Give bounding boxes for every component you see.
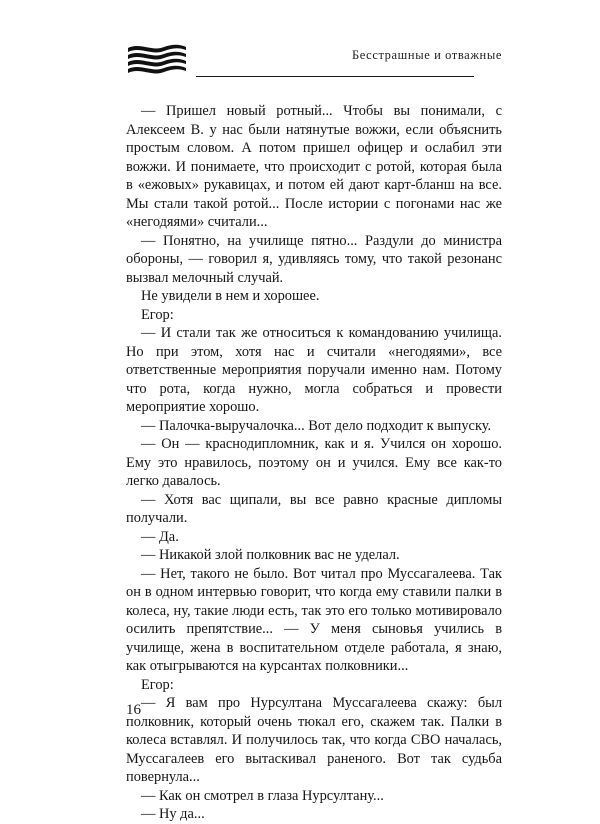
- paragraph: — Никакой злой полковник вас не уделал.: [141, 547, 400, 563]
- paragraph: Егор:: [141, 306, 174, 323]
- body-text: [126, 102, 502, 824]
- paragraph: — Нет, такого не было. Вот читал про Муссагалеева. Так он в одном интервью говорит, что когда ему ставили палки в колеса, ну, такие люди есть, так это его только мотивировало осилить препятствие... — У меня сыновья учились в училище, жена в воспитательном отделе работала, я знаю, как отыгрываются на курсантах полковники...: [126, 565, 502, 674]
- paragraph: — Он — краснодипломник, как и я. Учился он хорошо. Ему это нравилось, поэтому он и учился. Ему все как-то легко давалось.: [126, 436, 502, 489]
- header-rule: [196, 76, 474, 77]
- paragraph: — И стали так же относиться к командованию училища. Но при этом, хотя нас и считали «негодяями», все ответственные мероприятия поручали именно нам. Потому что рота, когда нужно, могла собраться и провести мероприятие хорошо.: [126, 325, 502, 415]
- paragraph: Егор:: [141, 676, 174, 693]
- paragraph: — Ну да...: [141, 806, 205, 822]
- paragraph: — Палочка-выручалочка... Вот дело подходит к выпуску.: [141, 417, 492, 434]
- paragraph: — Понятно, на училище пятно... Раздули до министра обороны, — говорил я, удивляясь тому, что такой резонанс вызвал мелочный случай.: [126, 232, 502, 286]
- paragraph: — Да.: [141, 528, 179, 545]
- page-number: 16: [126, 702, 141, 718]
- paragraph: — Хотя вас щипали, вы все равно красные дипломы получали.: [126, 491, 502, 526]
- striped-wave-logo: [126, 42, 188, 78]
- paragraph: — Как он смотрел в глаза Нурсултану...: [141, 787, 384, 804]
- paragraph: — Я вам про Нурсултана Муссагалеева скажу: был полковник, который очень тюкал его, скажем так. Палки в колеса вставлял. И получилось так, что когда СВО началась, Муссагалеев его вытаскивал раненого. Вот так судьба повернула...: [126, 695, 502, 785]
- paragraph: Не увидели в нем и хорошее.: [141, 288, 320, 304]
- running-title: Бесстрашные и отважные: [351, 48, 502, 62]
- paragraph: — Пришел новый ротный... Чтобы вы понимали, с Алексеем В. у нас были натянутые вожжи, если объяснить простым словом. А потом пришел офицер и ослабил эти вожжи. И понимаете, что происходит с ротой, которая была в «ежовых» рукавицах, и потом ей дают карт-бланш на все. Мы стали такой ротой... После истории с погонами нас же «негодяями» считали...: [126, 103, 502, 230]
